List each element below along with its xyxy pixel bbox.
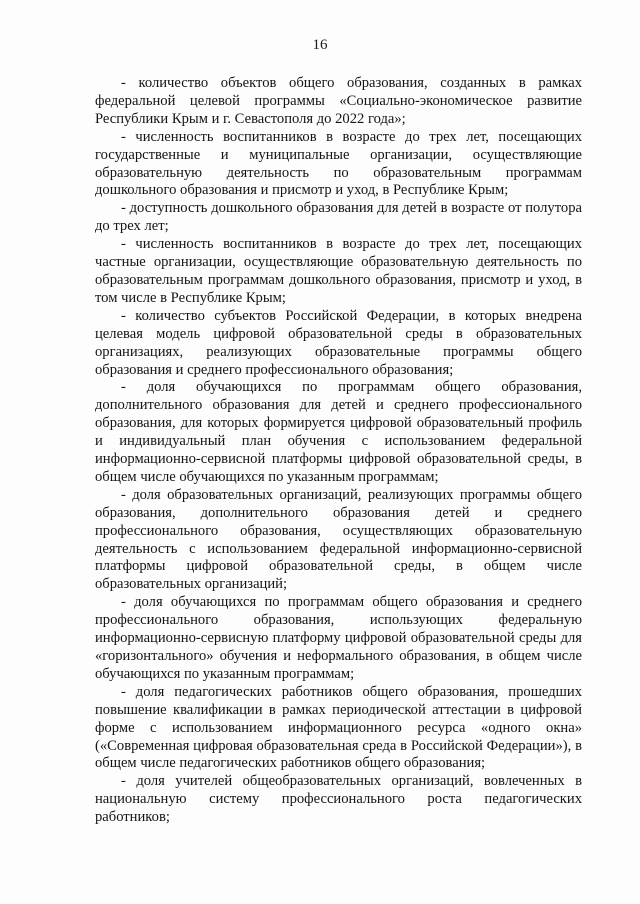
paragraph: - количество объектов общего образования, созданных в рамках федеральной целевой программы «Социально-экономическое развитие Республики Крым и г. Севастополя до 2022 года»;	[95, 75, 582, 127]
page-number: 16	[312, 37, 328, 53]
paragraph: - доля образовательных организаций, реализующих программы общего образования, дополнительного образования детей и среднего профессионального образования, осуществляющих образовательную деятельность с использованием федеральной информационно-сервисной платформы цифровой образовательной среды, в общем числе образовательных организаций;	[95, 486, 582, 593]
paragraph: - численность воспитанников в возрасте до трех лет, посещающих частные организации, осуществляющие образовательную деятельность по образовательным программам дошкольного образования, присмотр и уход, в том числе в Республике Крым;	[95, 236, 582, 306]
paragraph: - доступность дошкольного образования для детей в возрасте от полутора до трех лет;	[95, 200, 582, 235]
paragraph: - количество субъектов Российской Федерации, в которых внедрена целевая модель цифровой образовательной среды в образовательных организациях, реализующих образовательные программы общего образования и среднего профессионального образования;	[95, 307, 582, 378]
document-body	[95, 75, 582, 827]
paragraph: - доля педагогических работников общего образования, прошедших повышение квалификации в рамках периодической аттестации в цифровой форме с использованием информационного ресурса «одного окна» («Современная цифровая образовательная среда в Российской Федерации»), в общем числе педагогических работников общего образования;	[95, 683, 582, 772]
paragraph: - доля учителей общеобразовательных организаций, вовлеченных в национальную систему профессионального роста педагогических работников;	[95, 773, 582, 826]
paragraph: - доля обучающихся по программам общего образования, дополнительного образования для детей и среднего профессионального образования, для которых формируется цифровой образовательный профиль и индивидуальный план обучения с использованием федеральной информационно-сервисной платформы цифровой образовательной среды, в общем числе обучающихся по указанным программам;	[95, 379, 582, 485]
paragraph: - доля обучающихся по программам общего образования и среднего профессионального образования, использующих федеральную информационно-сервисную платформу цифровой образовательной среды для «горизонтального» обучения и неформального образования, в общем числе обучающихся по указанным программам;	[95, 594, 582, 682]
paragraph: - численность воспитанников в возрасте до трех лет, посещающих государственные и муниципальные организации, осуществляющие образовательную деятельность по образовательным программам дошкольного образования и присмотр и уход, в Республике Крым;	[95, 128, 582, 199]
